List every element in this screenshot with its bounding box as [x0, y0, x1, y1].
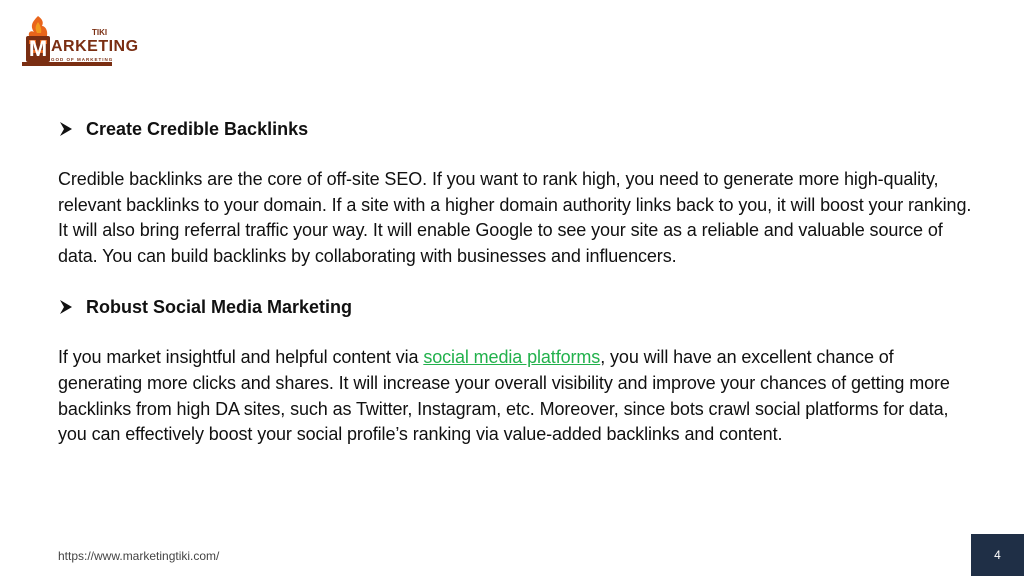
logo-brand-main: ARKETING — [51, 38, 139, 55]
section-paragraph-social-media — [58, 345, 978, 447]
section-paragraph-backlinks: Credible backlinks are the core of off-site SEO. If you want to rank high, you need to generate more high-quality, relevant backlinks to your domain. If a site with a higher domain authority links back to you, it will boost your ranking. It will also bring referral traffic your way. It will enable Google to see your site as a reliable and valuable source of data. You can build backlinks by collaborating with businesses and influencers. — [58, 169, 972, 266]
page-number-badge — [971, 534, 1024, 576]
paragraph-text: If you market insightful and helpful content via — [58, 347, 424, 368]
section-heading-backlinks — [58, 117, 978, 141]
footer-url: https://www.marketingtiki.com/ — [58, 549, 220, 563]
marketing-tiki-logo — [18, 14, 139, 72]
arrow-bullet-icon — [58, 121, 74, 137]
logo-initial: M — [28, 36, 48, 61]
section-heading-text: Create Credible Backlinks — [86, 119, 309, 139]
paragraph-text: , you will have an excellent chance of generating more clicks and shares. It will increase your overall visibility and improve your chances of getting more backlinks from high DA sites, such as Twitter, Instagram, etc. Moreover, since bots crawl social platforms for data, you can effectively boost your social profile’s ranking via value-added backlinks and content. — [58, 347, 950, 445]
section-heading-social-media — [58, 295, 978, 319]
logo-tagline: GOD OF MARKETING — [51, 57, 114, 62]
arrow-bullet-icon — [58, 299, 74, 315]
page-number: 4 — [994, 548, 1001, 562]
section-heading-text: Robust Social Media Marketing — [86, 297, 353, 318]
logo-brand-small: TIKI — [92, 28, 108, 37]
social-media-platforms-link[interactable]: social media platforms — [423, 347, 601, 368]
slide-content — [58, 117, 978, 474]
